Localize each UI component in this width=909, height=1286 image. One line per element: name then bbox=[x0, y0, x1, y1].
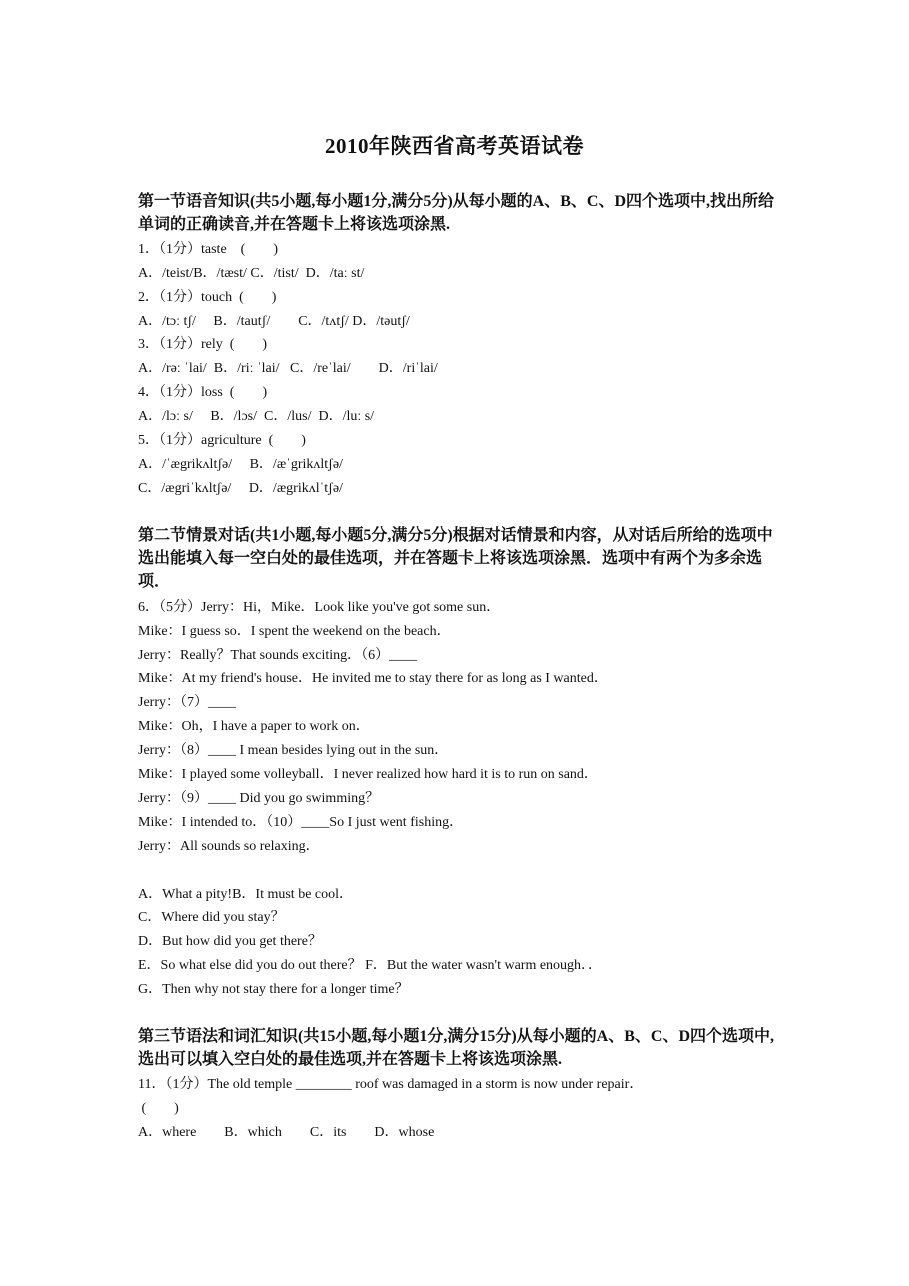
question-4: 4．（1分）loss ( ) bbox=[138, 385, 268, 400]
page-title: 2010年陕西省高考英语试卷 bbox=[325, 134, 584, 158]
question-11-options: A．where B．which C．its D．whose bbox=[138, 1125, 435, 1140]
answer-option: G．Then why not stay there for a longer time？ bbox=[138, 982, 409, 997]
dialogue-line: Jerry：（7）____ bbox=[138, 695, 236, 710]
question-5-options-ab: A．/ˈægrikʌltʃə/ B．/æˈgrikʌltʃə/ bbox=[138, 457, 343, 472]
section3-heading: 第三节语法和词汇知识(共15小题,每小题1分,满分15分)从每小题的A、B、C、D四个选项中,选出可以填入空白处的最佳选项,并在答题卡上将该选项涂黑. bbox=[138, 1028, 774, 1068]
question-2-options: A．/tɔː tʃ/ B．/tautʃ/ C．/tʌtʃ/ D．/təutʃ/ bbox=[138, 314, 410, 329]
dialogue-line: Jerry：（9）____ Did you go swimming？ bbox=[138, 791, 380, 806]
dialogue-line: Mike：I intended to．（10）____So I just went fishing． bbox=[138, 815, 464, 830]
question-1: 1．（1分）taste ( ) bbox=[138, 242, 278, 257]
dialogue-line: Mike：I played some volleyball．I never realized how hard it is to run on sand． bbox=[138, 767, 598, 782]
question-11: 11．（1分）The old temple ________ roof was damaged in a storm is now under repair． bbox=[138, 1077, 644, 1092]
question-5-options-cd: C．/ægriˈkʌltʃə/ D．/ægrikʌlˈtʃə/ bbox=[138, 481, 343, 496]
dialogue-line: 6．（5分）Jerry：Hi，Mike．Look like you've got some sun． bbox=[138, 600, 501, 615]
answer-option: C．Where did you stay？ bbox=[138, 910, 285, 925]
dialogue-line: Jerry：All sounds so relaxing． bbox=[138, 839, 320, 854]
question-5: 5．（1分）agriculture ( ) bbox=[138, 433, 306, 448]
section1-heading: 第一节语音知识(共5小题,每小题1分,满分5分)从每小题的A、B、C、D四个选项中,找出所给单词的正确读音,并在答题卡上将该选项涂黑. bbox=[138, 193, 774, 233]
question-1-options: A．/teist/B．/tæst/ C．/tist/ D．/taː st/ bbox=[138, 266, 365, 281]
answer-option: A．What a pity!B．It must be cool． bbox=[138, 887, 354, 902]
section2-heading: 第二节情景对话(共1小题,每小题5分,满分5分)根据对话情景和内容，从对话后所给的选项中选出能填入每一空白处的最佳选项，并在答题卡上将该选项涂黑．选项中有两个为多余选项． bbox=[138, 527, 773, 590]
dialogue-line: Jerry：（8）____ I mean besides lying out in the sun． bbox=[138, 743, 449, 758]
question-4-options: A．/lɔː s/ B．/lɔs/ C．/lus/ D．/luː s/ bbox=[138, 409, 375, 424]
question-2: 2．（1分）touch ( ) bbox=[138, 290, 277, 305]
question-11-bracket: ( ) bbox=[138, 1101, 179, 1116]
dialogue-line: Mike：I guess so．I spent the weekend on the beach． bbox=[138, 624, 451, 639]
dialogue-line: Mike：Oh，I have a paper to work on． bbox=[138, 719, 370, 734]
dialogue-line: Mike：At my friend's house．He invited me to stay there for as long as I wanted． bbox=[138, 671, 608, 686]
answer-option: E．So what else did you do out there？ F．But the water wasn't warm enough．． bbox=[138, 958, 603, 973]
dialogue-line: Jerry：Really？That sounds exciting．（6）____ bbox=[138, 648, 418, 663]
answer-option: D．But how did you get there？ bbox=[138, 934, 322, 949]
question-3: 3．（1分）rely ( ) bbox=[138, 337, 268, 352]
question-3-options: A．/rəː ˈlai/ B．/riː ˈlai/ C．/reˈlai/ D．/riˈlai/ bbox=[138, 361, 438, 376]
